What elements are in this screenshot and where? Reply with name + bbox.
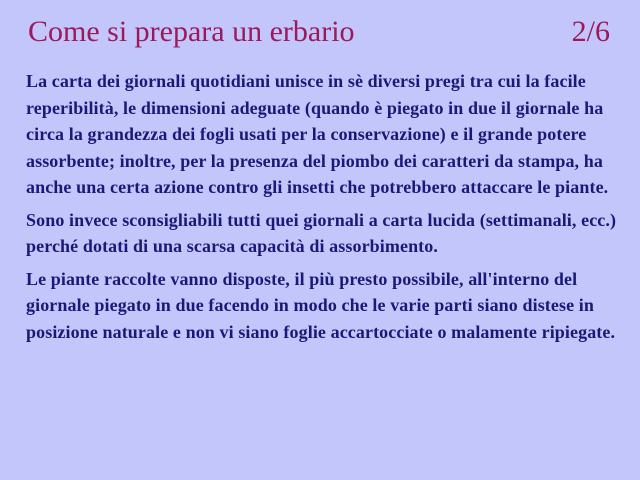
paragraph-plant-placement: Le piante raccolte vanno disposte, il più presto possibile, all'interno del giornale piegato in due facendo in modo che le varie parti siano distese in posizione naturale e non vi siano foglie accartocciate o malamente ripiegate. — [26, 268, 616, 342]
slide-header — [28, 14, 610, 54]
slide-body — [26, 68, 618, 351]
paragraph-glossy-paper: Sono invece sconsigliabili tutti quei giornali a carta lucida (settimanali, ecc.) perché dotati di una scarsa capacità di assorbimento. — [26, 209, 617, 256]
page-counter: 2/6 — [571, 15, 610, 48]
slide-title: Come si prepara un erbario — [28, 15, 355, 48]
paragraph-newspaper-advantages: La carta dei giornali quotidiani unisce in sè diversi pregi tra cui la facile reperibilità, le dimensioni adeguate (quando è piegato in due il giornale ha circa la grandezza dei fogli usati per la conservazione) e il grande potere assorbente; inoltre, per la presenza del piombo dei caratteri da stampa, ha anche una certa azione contro gli insetti che potrebbero attaccare le piante. — [26, 71, 609, 197]
